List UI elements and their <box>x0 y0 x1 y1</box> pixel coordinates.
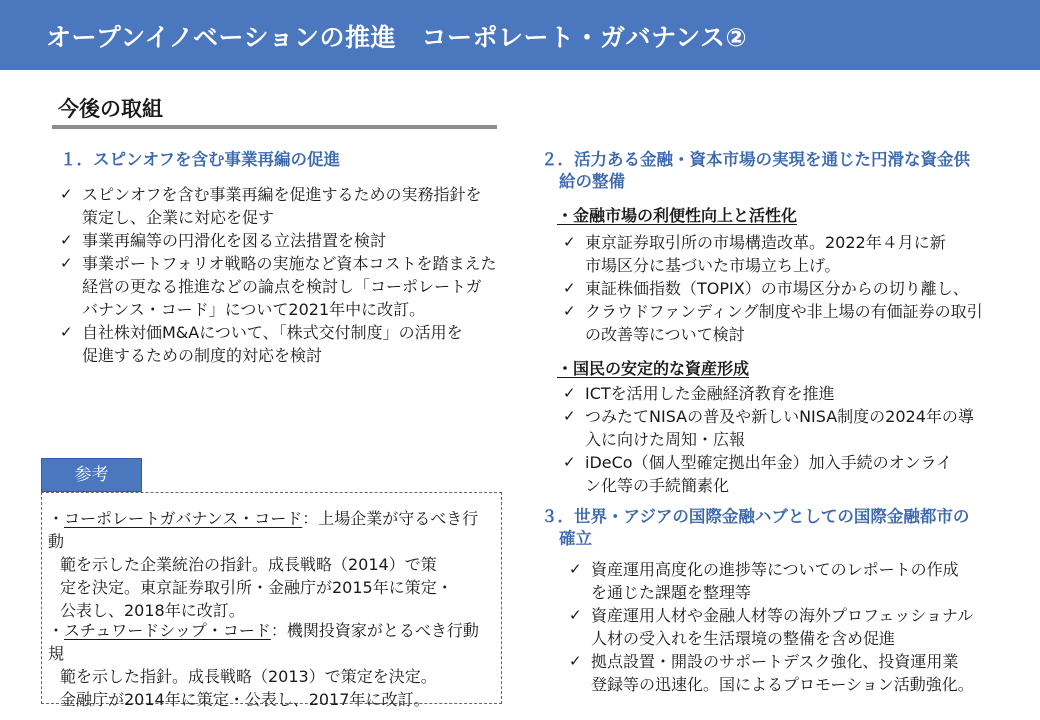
list-item: ✓ 事業再編等の円滑化を図る立法措置を検討 <box>60 231 387 250</box>
check-icon: ✓ <box>563 302 576 320</box>
check-icon: ✓ <box>60 231 73 249</box>
list-item: ✓ 資産運用高度化の進捗等についてのレポートの作成 を通じた課題を整理等 <box>569 560 959 602</box>
list-item: ✓ つみたてNISAの普及や新しいNISA制度の2024年の導 入に向けた周知・広報 <box>563 407 974 449</box>
check-icon: ✓ <box>60 254 73 272</box>
list-item: ✓ 拠点設置・開設のサポートデスク強化、投資運用業 登録等の迅速化。国によるプロモーション活動強化。 <box>569 652 974 694</box>
heading-section-2: ２．活力ある金融・資本市場の実現を通じた円滑な資金供 給の整備 <box>541 150 970 191</box>
section-3-list <box>569 558 1011 696</box>
list-item: ✓ クラウドファンディング制度や非上場の有価証券の取引 の改善等について検討 <box>563 302 983 344</box>
list-item: ✓ iDeCo（個人型確定拠出年金）加入手続のオンライ ン化等の手続簡素化 <box>563 453 953 495</box>
check-icon: ✓ <box>563 233 576 251</box>
right-column <box>541 149 1011 497</box>
subheading-asset: ・国民の安定的な資産形成 <box>557 359 750 378</box>
left-column <box>60 149 500 367</box>
check-icon: ✓ <box>563 453 576 471</box>
section-3-block <box>541 506 1011 696</box>
heading-section-3: ３．世界・アジアの国際金融ハブとしての国際金融都市の 確立 <box>541 507 970 548</box>
list-item: ✓ 事業ポートフォリオ戦略の実施など資本コストを踏まえた 経営の更なる推進などの論点を検討し「コーポレートガ バナンス・コード」について2021年中に改訂。 <box>60 254 497 319</box>
section-divider <box>52 125 497 129</box>
list-item: ✓ スピンオフを含む事業再編を促進するための実務指針を 策定し、企業に対応を促す <box>60 185 482 227</box>
list-item: ✓ 東証株価指数（TOPIX）の市場区分からの切り離し、 <box>563 279 969 298</box>
list-item: ✓ 東京証券取引所の市場構造改革。2022年４月に新 市場区分に基づいた市場立ち上げ。 <box>563 233 946 275</box>
list-item: ✓ 資産運用人材や金融人材等の海外プロフェッショナル 人材の受入れを生活環境の整備を含め促進 <box>569 606 974 648</box>
page-title: オープンイノベーションの推進 コーポレート・ガバナンス② <box>46 23 748 52</box>
section-heading: 今後の取組 <box>58 97 163 121</box>
check-icon: ✓ <box>563 384 576 402</box>
check-icon: ✓ <box>60 185 73 203</box>
asset-list <box>563 382 1011 497</box>
market-list <box>563 231 1011 346</box>
left-list <box>60 183 500 367</box>
term-stewardship-code: スチュワードシップ・コード <box>64 621 271 640</box>
check-icon: ✓ <box>563 407 576 425</box>
check-icon: ✓ <box>563 279 576 297</box>
check-icon: ✓ <box>60 323 73 341</box>
left-heading: １．スピンオフを含む事業再編の促進 <box>60 150 341 169</box>
check-icon: ✓ <box>569 606 582 624</box>
subheading-market: ・金融市場の利便性向上と活性化 <box>557 206 798 225</box>
title-bar <box>0 0 1040 70</box>
check-icon: ✓ <box>569 652 582 670</box>
reference-paragraph: ・スチュワードシップ・コード：機関投資家がとるべき行動規 範を示した指針。成長戦略（2013）で策定を決定。 金融庁が2014年に策定・公表し、2017年に改訂。 <box>48 621 479 709</box>
term-corporate-governance-code: コーポレートガバナンス・コード <box>64 509 303 528</box>
reference-paragraph: ・コーポレートガバナンス・コード：上場企業が守るべき行動 範を示した企業統治の指針。成長戦略（2014）で策 定を決定。東京証券取引所・金融庁が2015年に策定・ 公表し、2018年に改訂。 <box>48 509 479 620</box>
list-item: ✓ 自社株対価M&Aについて、「株式交付制度」の活用を 促進するための制度的対応を検討 <box>60 323 463 365</box>
list-item: ✓ ICTを活用した金融経済教育を推進 <box>563 384 835 403</box>
check-icon: ✓ <box>569 560 582 578</box>
reference-tab: 参考 <box>41 458 142 492</box>
